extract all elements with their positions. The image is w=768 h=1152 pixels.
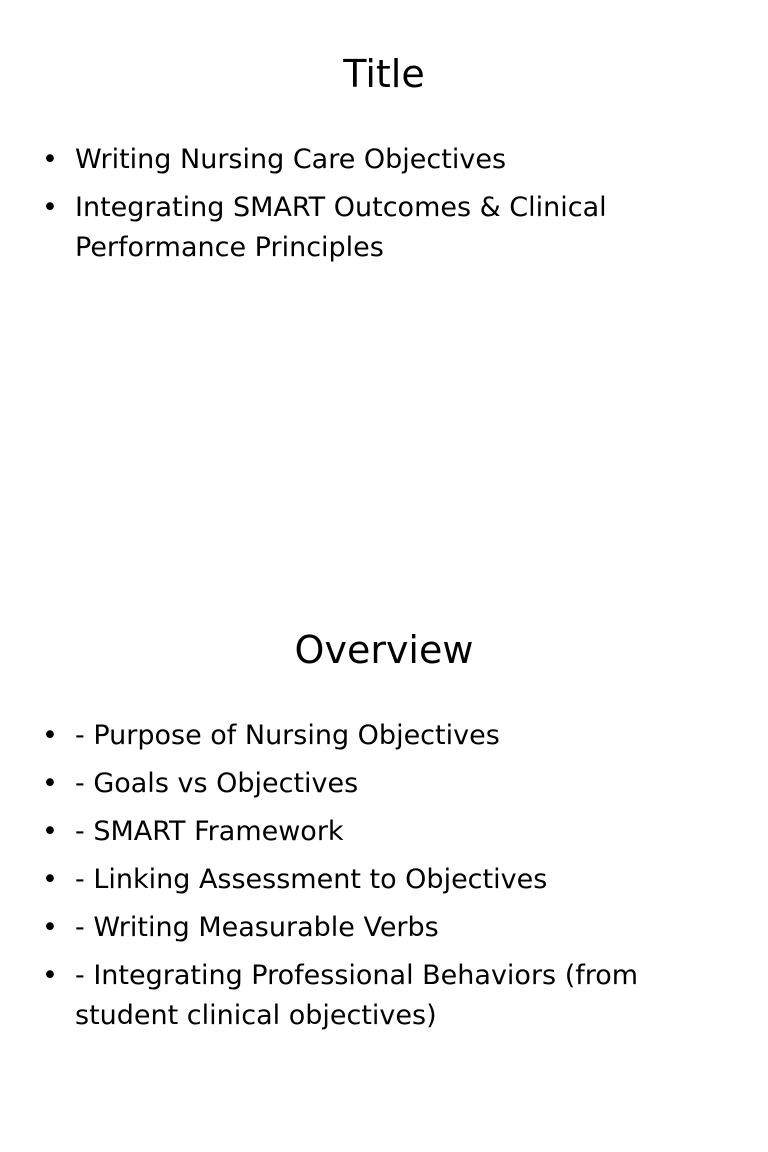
bullet-icon: • bbox=[42, 816, 58, 847]
bullet-text: Integrating SMART Outcomes & Clinical Performance Principles bbox=[75, 192, 607, 263]
bullet-text: - Purpose of Nursing Objectives bbox=[75, 720, 500, 751]
list-item bbox=[38, 860, 698, 900]
list-item bbox=[38, 140, 698, 180]
list-item bbox=[38, 812, 698, 852]
bullet-icon: • bbox=[42, 960, 58, 991]
bullet-text: - Integrating Professional Behaviors (from student clinical objectives) bbox=[75, 960, 639, 1031]
bullet-text: - Goals vs Objectives bbox=[75, 768, 359, 799]
bullet-text: - SMART Framework bbox=[75, 816, 344, 847]
list-item bbox=[38, 908, 698, 948]
slide-overview bbox=[0, 576, 768, 1152]
bullet-list bbox=[38, 716, 698, 1044]
list-item bbox=[38, 716, 698, 756]
bullet-icon: • bbox=[42, 768, 58, 799]
bullet-icon: • bbox=[42, 144, 58, 175]
slide-title: Overview bbox=[294, 628, 474, 672]
bullet-text: - Linking Assessment to Objectives bbox=[75, 864, 548, 895]
bullet-list bbox=[38, 140, 698, 276]
bullet-icon: • bbox=[42, 912, 58, 943]
bullet-text: - Writing Measurable Verbs bbox=[75, 912, 439, 943]
bullet-icon: • bbox=[42, 192, 58, 223]
slide-title: Title bbox=[343, 52, 425, 96]
list-item bbox=[38, 764, 698, 804]
list-item bbox=[38, 188, 698, 268]
list-item bbox=[38, 956, 698, 1036]
bullet-icon: • bbox=[42, 864, 58, 895]
bullet-text: Writing Nursing Care Objectives bbox=[75, 144, 507, 175]
bullet-icon: • bbox=[42, 720, 58, 751]
